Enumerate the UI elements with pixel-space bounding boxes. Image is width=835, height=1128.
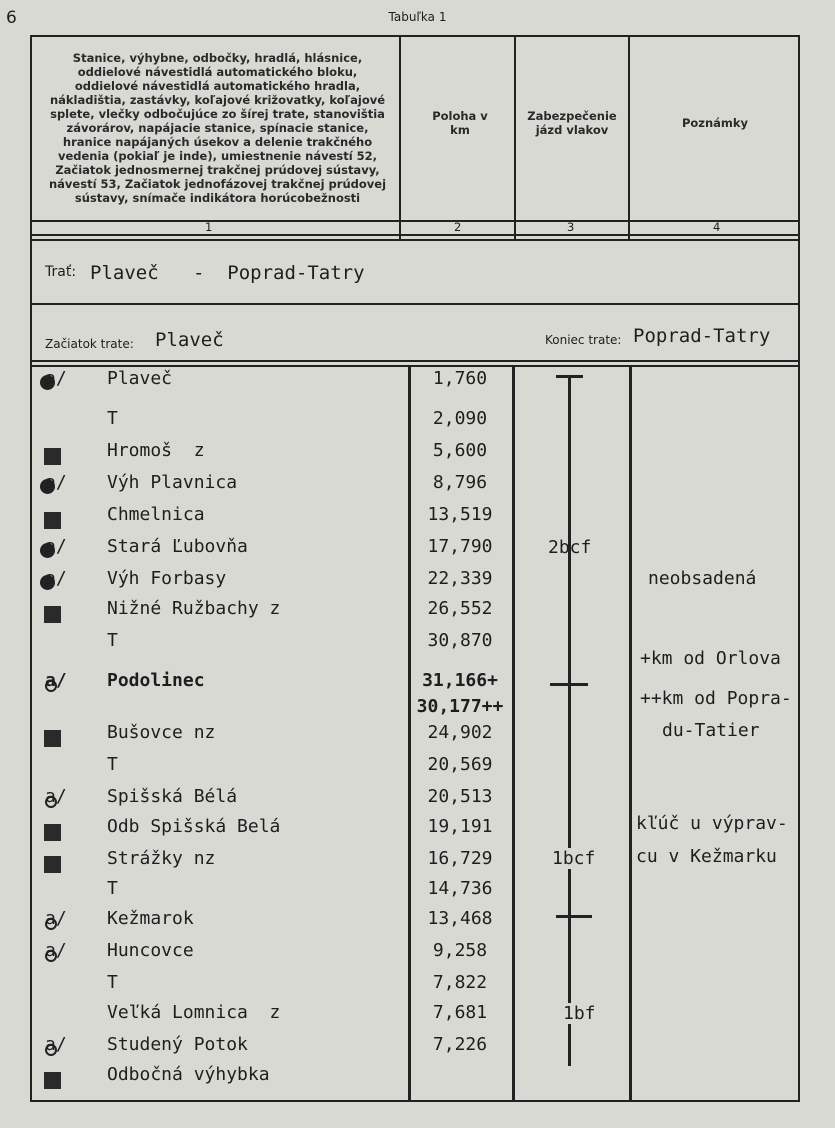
table-row-name	[45, 630, 118, 651]
row-station-name: Bušovce nz	[107, 722, 216, 743]
row-km-position: 7,226	[432, 1034, 488, 1055]
row-station-name: Hromoš z	[107, 440, 205, 461]
row-km-position: 13,519	[427, 504, 493, 525]
row-station-name: Odbočná výhybka	[107, 1064, 270, 1085]
row-station-name: Nižné Ružbachy z	[107, 598, 281, 619]
remark-km-poprad-2: du-Tatier	[662, 720, 760, 741]
row-km-position: 13,468	[427, 908, 493, 929]
row-prefix: a/	[45, 568, 67, 589]
table-row-name	[45, 504, 205, 525]
table-row-name	[45, 598, 281, 619]
start-label: Začiatok trate:	[45, 337, 134, 351]
row-station-name: Huncovce	[107, 940, 194, 961]
row-station-name: Podolinec	[107, 670, 205, 691]
row-km-position: 8,796	[432, 472, 488, 493]
row-km-position: 5,600	[432, 440, 488, 461]
table-row-name	[45, 1002, 281, 1023]
header-col1-description: Stanice, výhybne, odbočky, hradlá, hlásnice, oddielové návestidlá automatického bloku, oddielové návestidlá automatického hradla, nákladištia, zastávky, koľajové križovatky, koľajové splete, vlečky odbočujúce zo šírej trate, stanovištia závorárov, napájacie stanice, spínacie stanice, hranice napájaných úsekov a delenie trakčného vedenia (pokiaľ je inde), umiestnenie návestí 52, Začiatok jednosmernej trakčnej prúdovej sústavy, návestí 53, Začiatok jednofázovej trakčnej prúdovej sústavy, snímače indikátora horúcobežnosti	[48, 51, 387, 205]
table-row-name	[45, 408, 118, 429]
row-prefix: a/	[45, 670, 67, 691]
table-row-name	[45, 878, 118, 899]
security-label-1bf: 1bf	[563, 1003, 596, 1024]
row-prefix: a/	[45, 908, 67, 929]
column-number-1: 1	[205, 220, 213, 234]
table-row-name	[45, 536, 248, 557]
table-row-name	[45, 848, 216, 869]
row-km-position: 22,339	[427, 568, 493, 589]
table-row-name	[45, 568, 227, 589]
header-col3-security: Zabezpečenie jázd vlakov	[527, 109, 617, 137]
row-station-name: T	[107, 972, 118, 993]
row-km-position: 7,681	[432, 1002, 488, 1023]
table-row-name	[45, 908, 194, 929]
row-station-name: T	[107, 754, 118, 775]
table-row-name	[45, 368, 173, 389]
body-top-double-line-1	[30, 360, 800, 362]
page-number: 6	[6, 8, 17, 28]
start-value: Plaveč	[155, 329, 224, 351]
row-km-position: 16,729	[427, 848, 493, 869]
table-row-name	[45, 754, 118, 775]
row-km-position: 1,760	[432, 368, 488, 389]
header-bottom-double-line-2	[30, 239, 800, 241]
end-value: Poprad-Tatry	[633, 325, 771, 347]
row-km-position: 24,902	[427, 722, 493, 743]
body-col-divider-2	[512, 366, 515, 1100]
row-station-name: Chmelnica	[107, 504, 205, 525]
remark-km-orlov: +km od Orlova	[640, 648, 781, 669]
table-caption: Tabuľka 1	[388, 10, 447, 24]
row-km-position: 2,090	[432, 408, 488, 429]
row-km-position: 20,513	[427, 786, 493, 807]
header-column-number-separator	[30, 220, 800, 222]
row-km-position: 9,258	[432, 940, 488, 961]
end-label: Koniec trate:	[545, 333, 622, 347]
header-col2-position: Poloha v km	[432, 109, 488, 137]
row-km-position: 17,790	[427, 536, 493, 557]
security-track-tick-3	[556, 915, 592, 918]
row-station-name: Veľká Lomnica z	[107, 1002, 281, 1023]
row-station-name: T	[107, 630, 118, 651]
table-row-name	[45, 816, 281, 837]
header-col-divider-2	[514, 35, 516, 239]
row-km-position: 31,166+	[422, 670, 498, 691]
table-row-name	[45, 940, 194, 961]
row-prefix: a/	[45, 472, 67, 493]
line-info-separator	[30, 303, 800, 305]
row-km-position-alt: 30,177++	[416, 696, 504, 717]
row-station-name: T	[107, 408, 118, 429]
row-station-name: Stará Ľubovňa	[107, 536, 248, 557]
table-row-name	[45, 472, 238, 493]
row-station-name: Výh Plavnica	[107, 472, 238, 493]
security-track-tick-1	[556, 375, 583, 378]
row-station-name: Spišská Bélá	[107, 786, 238, 807]
header-col-divider-3	[628, 35, 630, 239]
row-prefix: a/	[45, 536, 67, 557]
row-station-name: Strážky nz	[107, 848, 216, 869]
security-label-2bcf: 2bcf	[548, 537, 592, 558]
row-prefix: a/	[45, 368, 67, 389]
table-row-name	[45, 1064, 270, 1085]
table-row-name	[45, 670, 205, 691]
table-row-name	[45, 440, 205, 461]
security-track-tick-2	[550, 683, 588, 686]
table-row-name	[45, 786, 238, 807]
row-station-name: Odb Spišská Belá	[107, 816, 281, 837]
row-station-name: Výh Forbasy	[107, 568, 227, 589]
remark-key-2: cu v Kežmarku	[636, 846, 777, 867]
row-station-name: Kežmarok	[107, 908, 194, 929]
column-number-4: 4	[713, 220, 721, 234]
row-prefix: a/	[45, 786, 67, 807]
row-prefix: a/	[45, 940, 67, 961]
column-number-3: 3	[567, 220, 575, 234]
line-value: Plaveč - Poprad-Tatry	[90, 262, 365, 284]
row-station-name: Studený Potok	[107, 1034, 248, 1055]
row-prefix: a/	[45, 1034, 67, 1055]
table-row-name	[45, 972, 118, 993]
table-row-name	[45, 1034, 248, 1055]
row-station-name: Plaveč	[107, 368, 173, 389]
row-km-position: 7,822	[432, 972, 488, 993]
row-km-position: 26,552	[427, 598, 493, 619]
row-km-position: 14,736	[427, 878, 493, 899]
line-label: Trať:	[45, 264, 77, 280]
security-label-1bcf: 1bcf	[552, 848, 596, 869]
remark-unoccupied: neobsadená	[648, 568, 757, 589]
row-station-name: T	[107, 878, 118, 899]
row-km-position: 30,870	[427, 630, 493, 651]
table-row-name	[45, 722, 216, 743]
row-km-position: 19,191	[427, 816, 493, 837]
header-col4-remarks: Poznámky	[681, 116, 749, 130]
column-number-2: 2	[454, 220, 462, 234]
row-km-position: 20,569	[427, 754, 493, 775]
header-col-divider-1	[399, 35, 401, 239]
security-track-line	[568, 376, 571, 1066]
header-bottom-double-line-1	[30, 234, 800, 236]
remark-km-poprad-1: ++km od Popra-	[640, 688, 792, 709]
remark-key-1: kľúč u výprav-	[636, 813, 788, 834]
body-top-double-line-2	[30, 365, 800, 367]
body-col-divider-3	[629, 366, 632, 1100]
